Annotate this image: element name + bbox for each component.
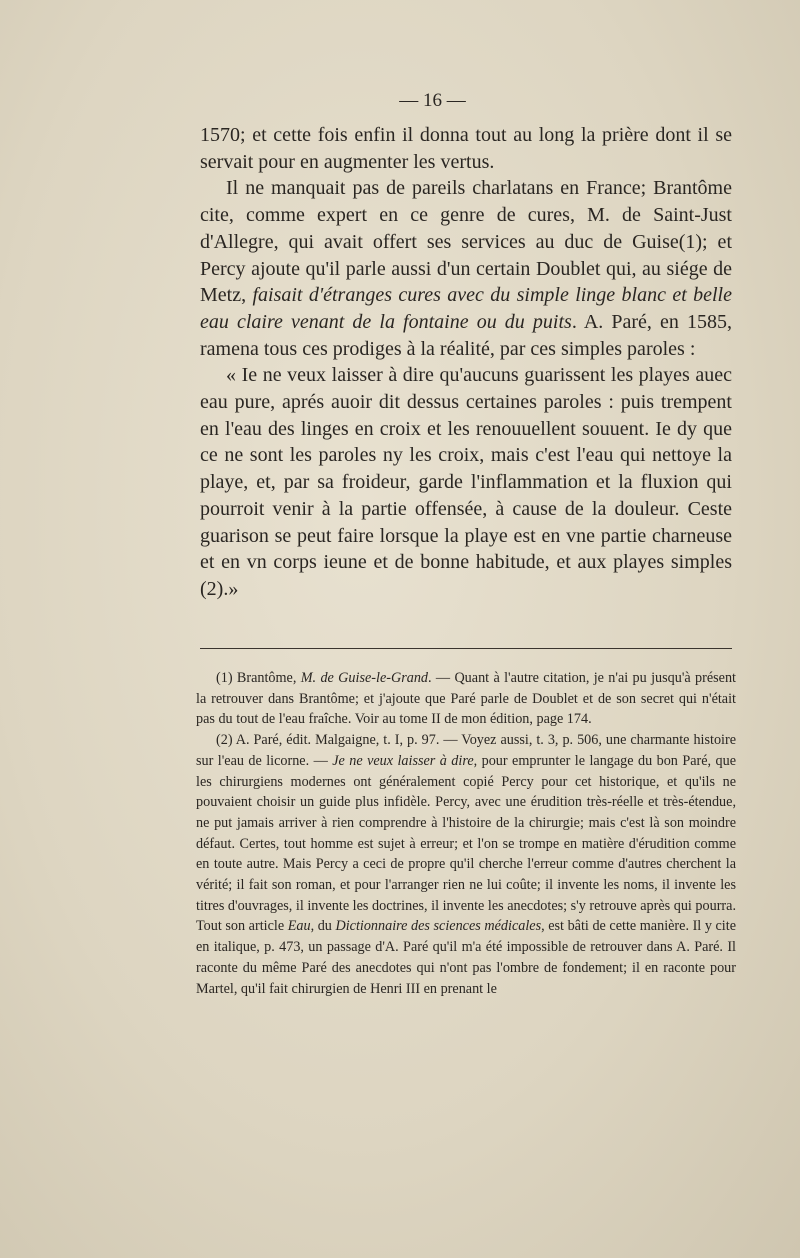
paragraph-1: 1570; et cette fois enfin il donna tout au long la prière dont il se servait pour en augmenter les vertus. (200, 124, 732, 173)
page-number: — 16 — (399, 90, 466, 111)
paragraph-2-text-a: Il ne manquait pas de pareils charlatans en France; Brantôme cite, comme expert en ce genre de cures, M. de Saint-Just d'Allegre, qui avait offert ses services au duc de Guise(1); et Percy ajoute qu'il parle aussi d'un certain Doublet qui, au siége de Metz, (200, 177, 732, 307)
footnote-2-italic-3: Dictionnaire des sciences médicales (335, 918, 542, 935)
footnotes (196, 668, 736, 999)
footnote-2 (196, 730, 736, 999)
paragraph-2-quote-italic: faisait d'étranges cures avec du simple linge blanc et belle eau claire venant de la fontaine ou du puits (200, 284, 732, 333)
footnote-2-text-d: , est bâti de cette manière. Il y cite en italique, p. 473, un passage d'A. Paré qu'il m'a été impossible de retrouver dans A. Paré. Il raconte du même Paré des anecdotes qui n'ont pas l'ombre de fondement; il en raconte pour Martel, qu'il fait chirurgien de Henri III en prenant le (196, 918, 736, 997)
paragraph-2 (200, 175, 732, 362)
main-text (200, 122, 732, 603)
footnote-2-text-a: (2) A. Paré, édit. Malgaigne, t. I, p. 97. — Voyez aussi, t. 3, p. 506, une charmante histoire sur l'eau de licorne. — (196, 732, 736, 769)
footnote-2-text-b: , pour emprunter le langage du bon Paré, que les chirurgiens modernes ont généralement copié Percy pour cet historique, et qu'ils ne pouvaient choisir un guide plus infidèle. Percy, avec une érudition très-réelle et très-étendue, ne put jamais arriver à rien comprendre à l'histoire de la chirurgie; mais c'est là son moindre défaut. Certes, tout homme est sujet à erreur; et l'on se trompe en matière d'érudition comme en toute autre. Mais Percy a ceci de propre qu'il cherche l'erreur comme d'autres cherchent la vérité; il fait son roman, et pour l'arranger rien ne lui coûte; il invente les noms, il invente les titres d'ouvrages, il invente les doctrines, il invente les anecdotes; s'y retrouve après qui pourra. Tout son article (196, 752, 737, 935)
footnote-separator (200, 648, 732, 649)
footnote-1-text-a: (1) Brantôme, (216, 670, 301, 686)
footnote-2-italic-1: Je ne veux laisser à dire (332, 752, 474, 769)
footnote-2-italic-2: Eau (287, 918, 311, 935)
footnote-1-text-b: . — Quant à l'autre citation, je n'ai pu jusqu'à présent la retrouver dans Brantôme; et j'ajoute que Paré parle de Doublet et de son secret qui n'était pas du tout de l'eau fraîche. Voir au tome II de mon édition, page 174. (196, 670, 736, 728)
footnote-1-italic: M. de Guise-le-Grand (300, 670, 429, 686)
footnote-1 (196, 668, 736, 730)
paragraph-2-text-b: . A. Paré, en 1585, ramena tous ces prodiges à la réalité, par ces simples paroles : (200, 310, 732, 360)
paragraph-3-quotation: « Ie ne veux laisser à dire qu'aucuns guarissent les playes auec eau pure, aprés auoir dit dessus certaines paroles : puis trempent en l'eau des linges en croix et les renouuellent souuent. Ie dy que ce ne sont les paroles ny les croix, mais c'est l'eau qui nettoye la playe, et, par sa froideur, garde l'inflammation et la fluxion qui pourroit venir à la partie offensée, à cause de la douleur. Ceste guarison se peut faire lorsque la playe est en vne partie charneuse et en vn corps ieune et de bonne habitude, et aux playes simples (2).» (200, 364, 732, 600)
footnote-2-text-c: , du (310, 918, 336, 935)
